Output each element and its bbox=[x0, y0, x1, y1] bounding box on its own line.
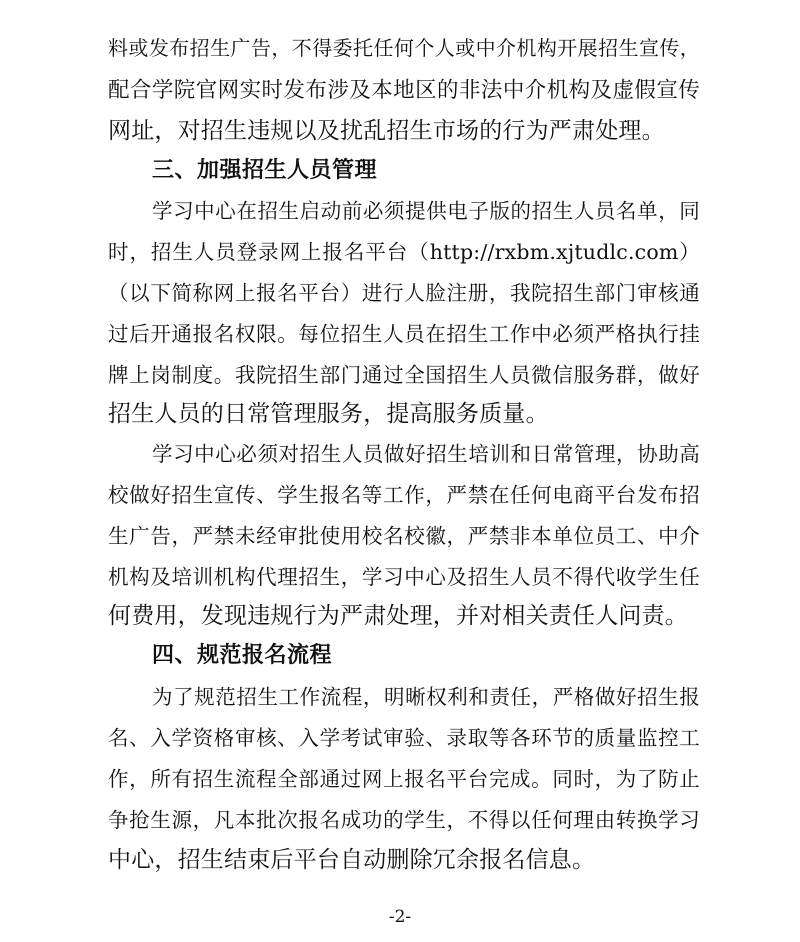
paragraph-line: 招生人员的日常管理服务，提高服务质量。 bbox=[108, 401, 549, 427]
paragraph-line: 生广告，严禁未经审批使用校名校徽，严禁非本单位员工、中介 bbox=[108, 524, 700, 548]
paragraph-line: （以下简称网上报名平台）进行人脸注册，我院招生部门审核通 bbox=[108, 281, 700, 305]
paragraph-line: 配合学院官网实时发布涉及本地区的非法中介机构及虚假宣传 bbox=[108, 78, 700, 103]
paragraph-line: 学习中心必须对招生人员做好招生培训和日常管理，协助高 bbox=[152, 442, 700, 466]
paragraph-line: 名、入学资格审核、入学考试审验、录取等各环节的质量监控工 bbox=[108, 726, 700, 750]
paragraph-line: 网址，对招生违规以及扰乱招生市场的行为严肃处理。 bbox=[108, 118, 665, 144]
paragraph-line: 为了规范招生工作流程，明晰权利和责任，严格做好招生报 bbox=[152, 685, 700, 709]
paragraph-line: 料或发布招生广告，不得委托任何个人或中介机构开展招生宣传， bbox=[108, 36, 700, 60]
paragraph-line: 时，招生人员登录网上报名平台（http://rxbm.xjtudlc.com） bbox=[108, 240, 700, 264]
paragraph-line: 牌上岗制度。我院招生部门通过全国招生人员微信服务群，做好 bbox=[108, 363, 700, 387]
paragraph-line: 学习中心在招生启动前必须提供电子版的招生人员名单，同 bbox=[152, 199, 700, 223]
paragraph-line: 争抢生源，凡本批次报名成功的学生，不得以任何理由转换学习 bbox=[108, 808, 700, 832]
paragraph-line: 过后开通报名权限。每位招生人员在招生工作中必须严格执行挂 bbox=[108, 322, 700, 346]
paragraph-line: 中心，招生结束后平台自动删除冗余报名信息。 bbox=[108, 847, 596, 873]
paragraph-line: 作，所有招生流程全部通过网上报名平台完成。同时，为了防止 bbox=[108, 767, 700, 791]
paragraph-line: 何费用，发现违规行为严肃处理，并对相关责任人问责。 bbox=[108, 603, 688, 629]
paragraph-line: 机构及培训机构代理招生，学习中心及招生人员不得代收学生任 bbox=[108, 565, 700, 589]
section-heading-3: 三、加强招生人员管理 bbox=[152, 158, 378, 183]
page-number: -2- bbox=[388, 907, 412, 927]
paragraph-line: 校做好招生宣传、学生报名等工作，严禁在任何电商平台发布招 bbox=[108, 483, 700, 507]
section-heading-4: 四、规范报名流程 bbox=[152, 643, 333, 668]
